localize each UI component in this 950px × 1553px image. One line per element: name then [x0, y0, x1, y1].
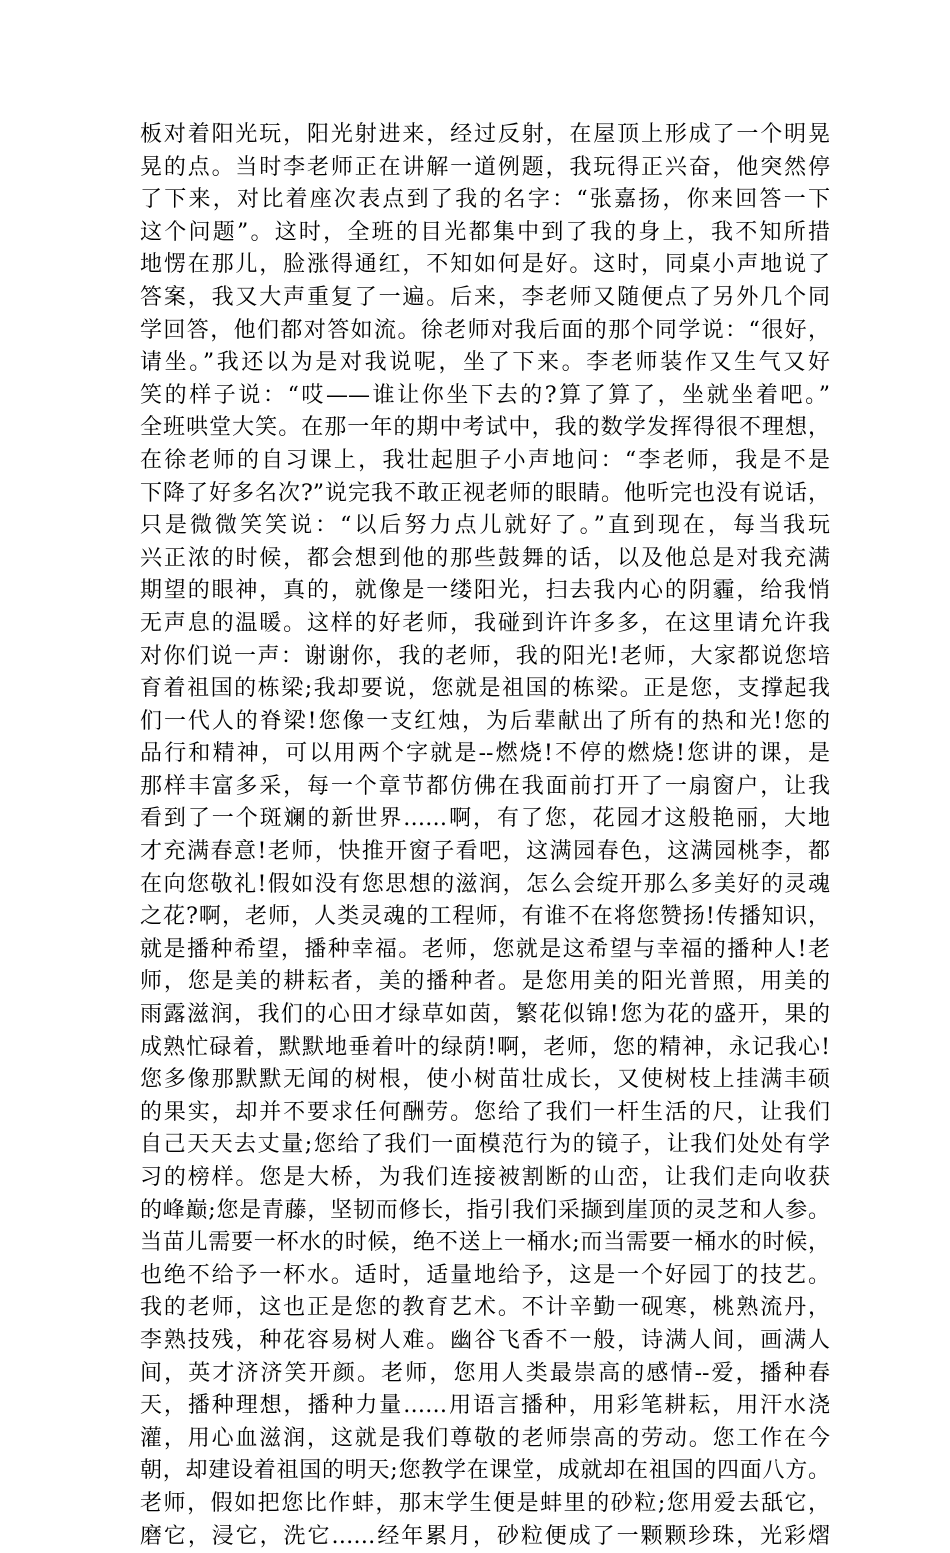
text-line: 才充满春意!老师，快推开窗子看吧，这满园春色，这满园桃李，都	[140, 839, 830, 865]
text-line: 期望的眼神，真的，就像是一缕阳光，扫去我内心的阴霾，给我悄	[140, 578, 830, 604]
text-line: 磨它，浸它，洗它……经年累月，砂粒便成了一颗颗珍珠，光彩熠	[140, 1523, 830, 1549]
text-line: 当苗儿需要一杯水的时候，绝不送上一桶水;而当需要一桶水的时候，	[140, 1230, 830, 1256]
text-line: 地愣在那儿，脸涨得通红，不知如何是好。这时，同桌小声地说了	[140, 252, 830, 278]
text-line: 也绝不给予一杯水。适时，适量地给予，这是一个好园丁的技艺。	[140, 1262, 830, 1288]
text-line: 成熟忙碌着，默默地垂着叶的绿荫!啊，老师，您的精神，永记我心!	[140, 1034, 830, 1060]
text-line: 看到了一个斑斓的新世界……啊，有了您，花园才这般艳丽，大地	[140, 806, 830, 832]
text-line: 只是微微笑笑说：“以后努力点儿就好了。”直到现在，每当我玩	[140, 513, 830, 539]
text-line: 李熟技残，种花容易树人难。幽谷飞香不一般，诗满人间，画满人	[140, 1327, 830, 1353]
text-line: 了下来，对比着座次表点到了我的名字：“张嘉扬，你来回答一下	[140, 187, 830, 213]
text-line: 在向您敬礼!假如没有您思想的滋润，怎么会绽开那么多美好的灵魂	[140, 871, 830, 897]
text-line: 自己天天去丈量;您给了我们一面模范行为的镜子，让我们处处有学	[140, 1132, 830, 1158]
text-line: 学回答，他们都对答如流。徐老师对我后面的那个同学说：“很好，	[140, 317, 830, 343]
text-line: 请坐。”我还以为是对我说呢，坐了下来。李老师装作又生气又好	[140, 350, 830, 376]
text-line: 品行和精神，可以用两个字就是--燃烧!不停的燃烧!您讲的课，是	[140, 741, 830, 767]
text-line: 板对着阳光玩，阳光射进来，经过反射，在屋顶上形成了一个明晃	[140, 122, 830, 147]
text-line: 间，英才济济笑开颜。老师，您用人类最崇高的感情--爱，播种春	[140, 1360, 830, 1386]
text-line: 天，播种理想，播种力量……用语言播种，用彩笔耕耘，用汗水浇	[140, 1393, 830, 1419]
text-line: 们一代人的脊梁!您像一支红烛，为后辈献出了所有的热和光!您的	[140, 708, 830, 734]
text-line: 之花?啊，老师，人类灵魂的工程师，有谁不在将您赞扬!传播知识，	[140, 904, 830, 930]
text-line: 我的老师，这也正是您的教育艺术。不计辛勤一砚寒，桃熟流丹，	[140, 1295, 830, 1321]
text-line: 全班哄堂大笑。在那一年的期中考试中，我的数学发挥得很不理想，	[140, 415, 830, 441]
text-line: 的峰巅;您是青藤，坚韧而修长，指引我们采撷到崖顶的灵芝和人参。	[140, 1197, 830, 1223]
text-line: 育着祖国的栋梁;我却要说，您就是祖国的栋梁。正是您，支撑起我	[140, 676, 830, 702]
text-line: 晃的点。当时李老师正在讲解一道例题，我玩得正兴奋，他突然停	[140, 154, 830, 180]
text-line: 这个问题”。这时，全班的目光都集中到了我的身上，我不知所措	[140, 219, 830, 245]
text-line: 对你们说一声：谢谢你，我的老师，我的阳光!老师，大家都说您培	[140, 643, 830, 669]
text-line: 笑的样子说：“哎——谁让你坐下去的?算了算了，坐就坐着吧。”	[140, 382, 830, 408]
text-line: 兴正浓的时候，都会想到他的那些鼓舞的话，以及他总是对我充满	[140, 545, 830, 571]
text-line: 无声息的温暖。这样的好老师，我碰到许许多多，在这里请允许我	[140, 610, 830, 636]
text-line: 朝，却建设着祖国的明天;您教学在课堂，成就却在祖国的四面八方。	[140, 1458, 830, 1484]
text-line: 答案，我又大声重复了一遍。后来，李老师又随便点了另外几个同	[140, 284, 830, 310]
text-line: 下降了好多名次?”说完我不敢正视老师的眼睛。他听完也没有说话，	[140, 480, 830, 506]
text-line: 老师，假如把您比作蚌，那末学生便是蚌里的砂粒;您用爱去舐它，	[140, 1490, 830, 1516]
text-line: 您多像那默默无闻的树根，使小树苗壮成长，又使树枝上挂满丰硕	[140, 1067, 830, 1093]
text-line: 习的榜样。您是大桥，为我们连接被割断的山峦，让我们走向收获	[140, 1165, 830, 1190]
text-line: 在徐老师的自习课上，我壮起胆子小声地问：“李老师，我是不是	[140, 447, 830, 473]
text-line: 的果实，却并不要求任何酬劳。您给了我们一杆生活的尺，让我们	[140, 1099, 830, 1125]
body-text	[140, 119, 830, 1553]
text-line: 那样丰富多采，每一个章节都仿佛在我面前打开了一扇窗户，让我	[140, 773, 830, 799]
text-line: 师，您是美的耕耘者，美的播种者。是您用美的阳光普照，用美的	[140, 969, 830, 995]
text-line: 雨露滋润，我们的心田才绿草如茵，繁花似锦!您为花的盛开，果的	[140, 1002, 830, 1028]
text-line: 就是播种希望，播种幸福。老师，您就是这希望与幸福的播种人!老	[140, 936, 830, 962]
text-line: 灌，用心血滋润，这就是我们尊敬的老师崇高的劳动。您工作在今	[140, 1425, 830, 1451]
